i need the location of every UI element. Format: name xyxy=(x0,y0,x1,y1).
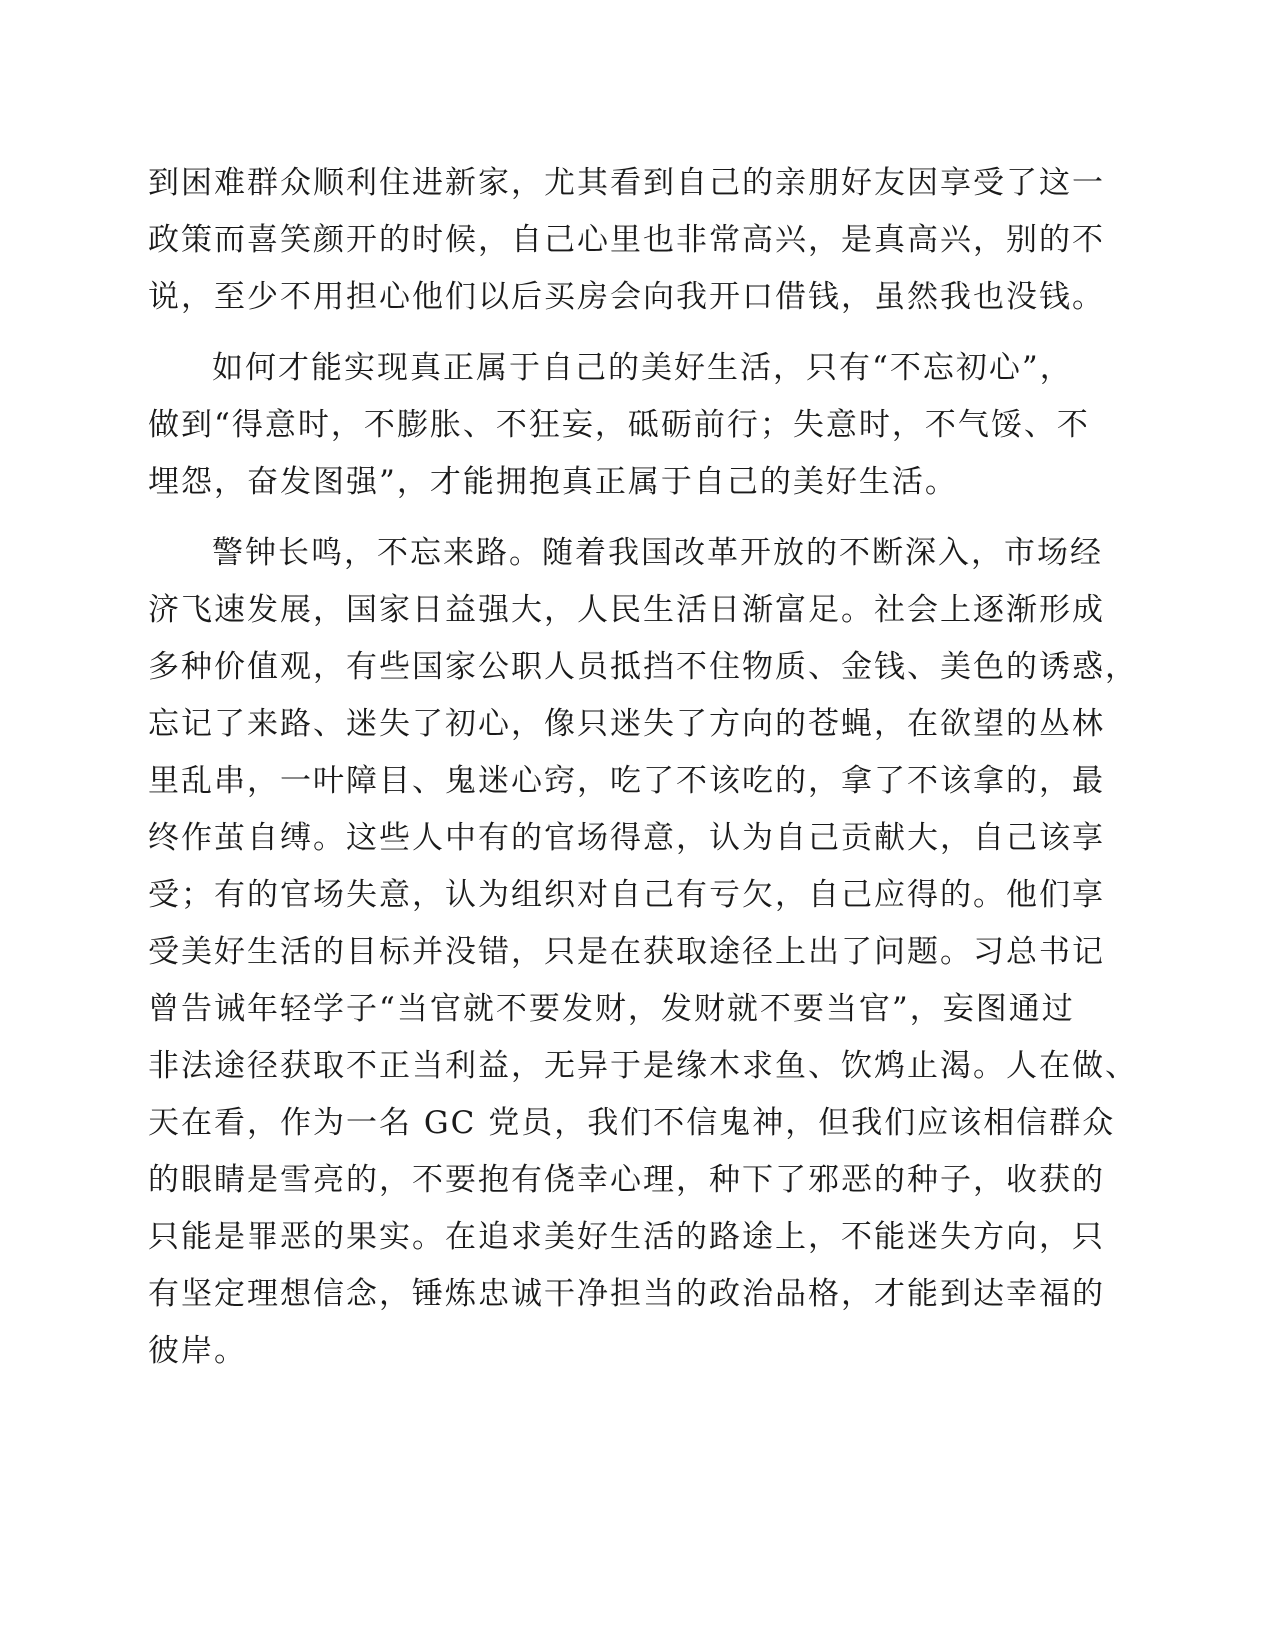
paragraph-line: 到困难群众顺利住进新家，尤其看到自己的亲朋好友因享受了这一 xyxy=(148,165,1105,201)
paragraph-line: 受；有的官场失意，认为组织对自己有亏欠，自己应得的。他们享 xyxy=(148,877,1105,913)
paragraph-line: 有坚定理想信念，锤炼忠诚干净担当的政治品格，才能到达幸福的 xyxy=(148,1276,1105,1312)
paragraph-line: 多种价值观，有些国家公职人员抵挡不住物质、金钱、美色的诱惑， xyxy=(148,649,1138,685)
paragraph-line: 说，至少不用担心他们以后买房会向我开口借钱，虽然我也没钱。 xyxy=(148,279,1105,315)
paragraph-1 xyxy=(148,155,1148,326)
paragraph-3 xyxy=(148,525,1148,1380)
paragraph-line: 曾告诫年轻学子“当官就不要发财，发财就不要当官”，妄图通过 xyxy=(148,991,1075,1027)
paragraph-line: 只能是罪恶的果实。在追求美好生活的路途上，不能迷失方向，只 xyxy=(148,1219,1105,1255)
paragraph-line: 终作茧自缚。这些人中有的官场得意，认为自己贡献大，自己该享 xyxy=(148,820,1105,856)
paragraph-line: 天在看，作为一名 GC 党员，我们不信鬼神，但我们应该相信群众 xyxy=(148,1105,1116,1141)
paragraph-line: 做到“得意时，不膨胀、不狂妄，砥砺前行；失意时，不气馁、不 xyxy=(148,407,1090,443)
paragraph-line: 里乱串，一叶障目、鬼迷心窍，吃了不该吃的，拿了不该拿的，最 xyxy=(148,763,1105,799)
paragraph-line: 埋怨，奋发图强”，才能拥抱真正属于自己的美好生活。 xyxy=(148,464,958,500)
paragraph-line: 的眼睛是雪亮的，不要抱有侥幸心理，种下了邪恶的种子，收获的 xyxy=(148,1162,1105,1198)
paragraph-line: 忘记了来路、迷失了初心，像只迷失了方向的苍蝇，在欲望的丛林 xyxy=(148,706,1105,742)
paragraph-line: 政策而喜笑颜开的时候，自己心里也非常高兴，是真高兴，别的不 xyxy=(148,222,1105,258)
paragraph-2 xyxy=(148,340,1148,511)
paragraph-line: 彼岸。 xyxy=(148,1333,247,1369)
paragraph-line: 非法途径获取不正当利益，无异于是缘木求鱼、饮鸩止渴。人在做、 xyxy=(148,1048,1138,1084)
paragraph-line: 济飞速发展，国家日益强大，人民生活日渐富足。社会上逐渐形成 xyxy=(148,592,1105,628)
paragraph-line: 受美好生活的目标并没错，只是在获取途径上出了问题。习总书记 xyxy=(148,934,1105,970)
paragraph-line: 如何才能实现真正属于自己的美好生活，只有“不忘初心”， xyxy=(212,350,1073,386)
paragraph-line: 警钟长鸣，不忘来路。随着我国改革开放的不断深入，市场经 xyxy=(212,535,1103,571)
